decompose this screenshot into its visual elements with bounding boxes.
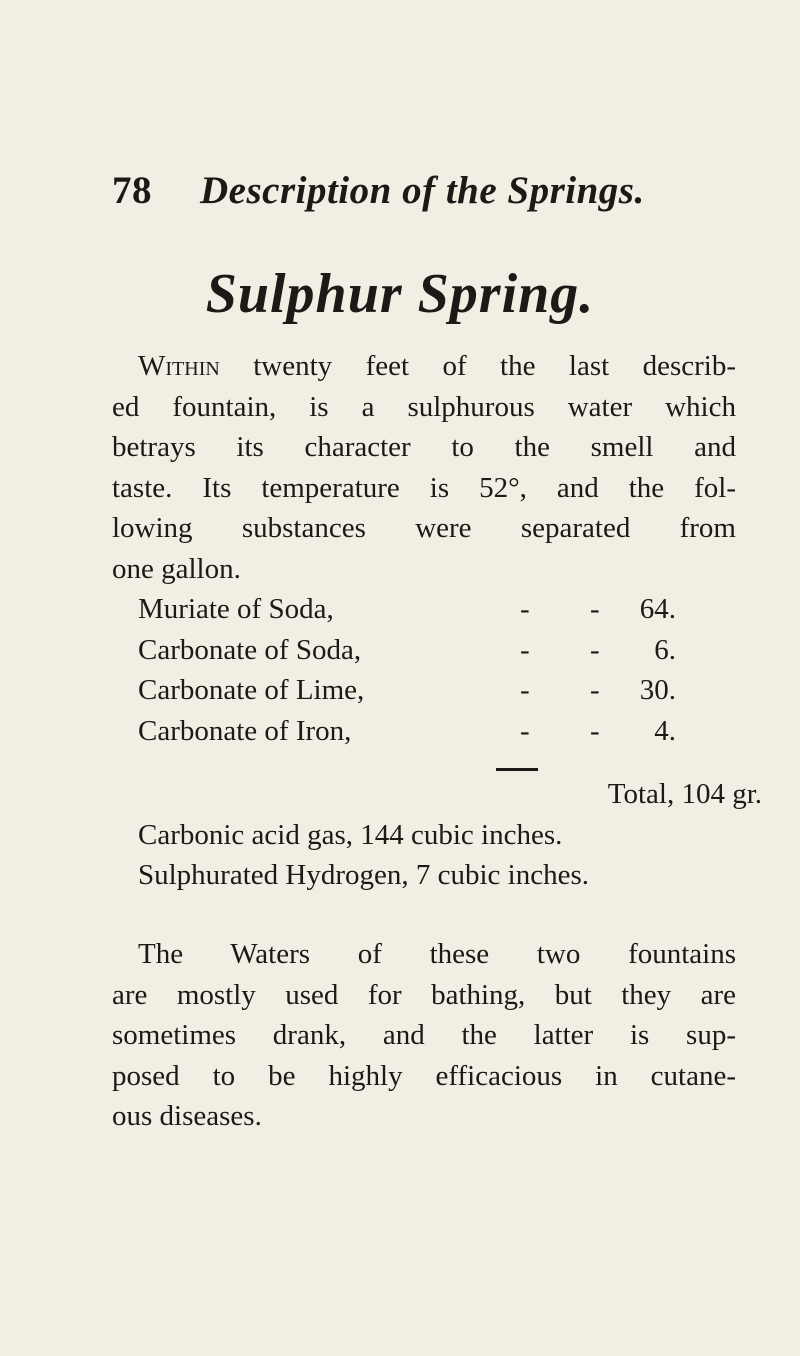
intro-line: ed fountain, is a sulphurous water which	[112, 390, 736, 423]
intro-line: betrays its character to the smell and	[112, 431, 736, 463]
leader-dash: -	[590, 633, 600, 666]
total-line: Total, 104 gr.	[607, 778, 762, 810]
intro-line: one gallon.	[112, 552, 241, 585]
closing-line: ous diseases.	[112, 1100, 262, 1132]
intro-lead-word: Within	[138, 350, 220, 382]
leader-dash: -	[520, 593, 530, 625]
running-title: Description of the Springs.	[200, 169, 645, 212]
running-head	[112, 168, 732, 213]
substance-name: Carbonate of Iron,	[138, 714, 352, 747]
leader-dash: -	[590, 593, 600, 625]
leader-dash: -	[590, 714, 600, 747]
leader-dash: -	[520, 674, 530, 706]
table-row	[138, 711, 738, 752]
substance-value: 4.	[654, 714, 676, 747]
table-row	[138, 670, 738, 711]
intro-line: taste. Its temperature is 52°, and the fol-	[112, 471, 736, 504]
substance-name: Muriate of Soda,	[138, 593, 334, 625]
substance-name: Carbonate of Soda,	[138, 633, 362, 666]
intro-paragraph	[112, 346, 736, 589]
analysis-table	[138, 589, 738, 751]
page-number: 78	[112, 169, 152, 212]
gas-line: Sulphurated Hydrogen, 7 cubic inches.	[138, 859, 590, 891]
intro-line-text: twenty feet of the last describ-	[219, 350, 736, 382]
leader-dash: -	[520, 633, 530, 666]
substance-name: Carbonate of Lime,	[138, 674, 365, 706]
closing-line: are mostly used for bathing, but they are	[112, 978, 736, 1011]
table-row	[138, 589, 738, 630]
closing-line: sometimes drank, and the latter is sup-	[112, 1019, 736, 1051]
sum-rule	[496, 768, 538, 771]
substance-value: 6.	[654, 633, 676, 666]
closing-line: The Waters of these two fountains	[138, 938, 736, 970]
section-title: Sulphur Spring.	[205, 263, 595, 325]
gas-line: Carbonic acid gas, 144 cubic inches.	[138, 819, 563, 851]
closing-line: posed to be highly efficacious in cutane-	[112, 1059, 736, 1092]
substance-value: 64.	[639, 593, 676, 625]
closing-paragraph	[112, 934, 736, 1137]
leader-dash: -	[590, 674, 600, 706]
intro-line: lowing substances were separated from	[112, 512, 736, 544]
leader-dash: -	[520, 714, 530, 747]
intro-line	[112, 346, 736, 387]
substance-value: 30.	[639, 674, 676, 706]
table-row	[138, 630, 738, 671]
